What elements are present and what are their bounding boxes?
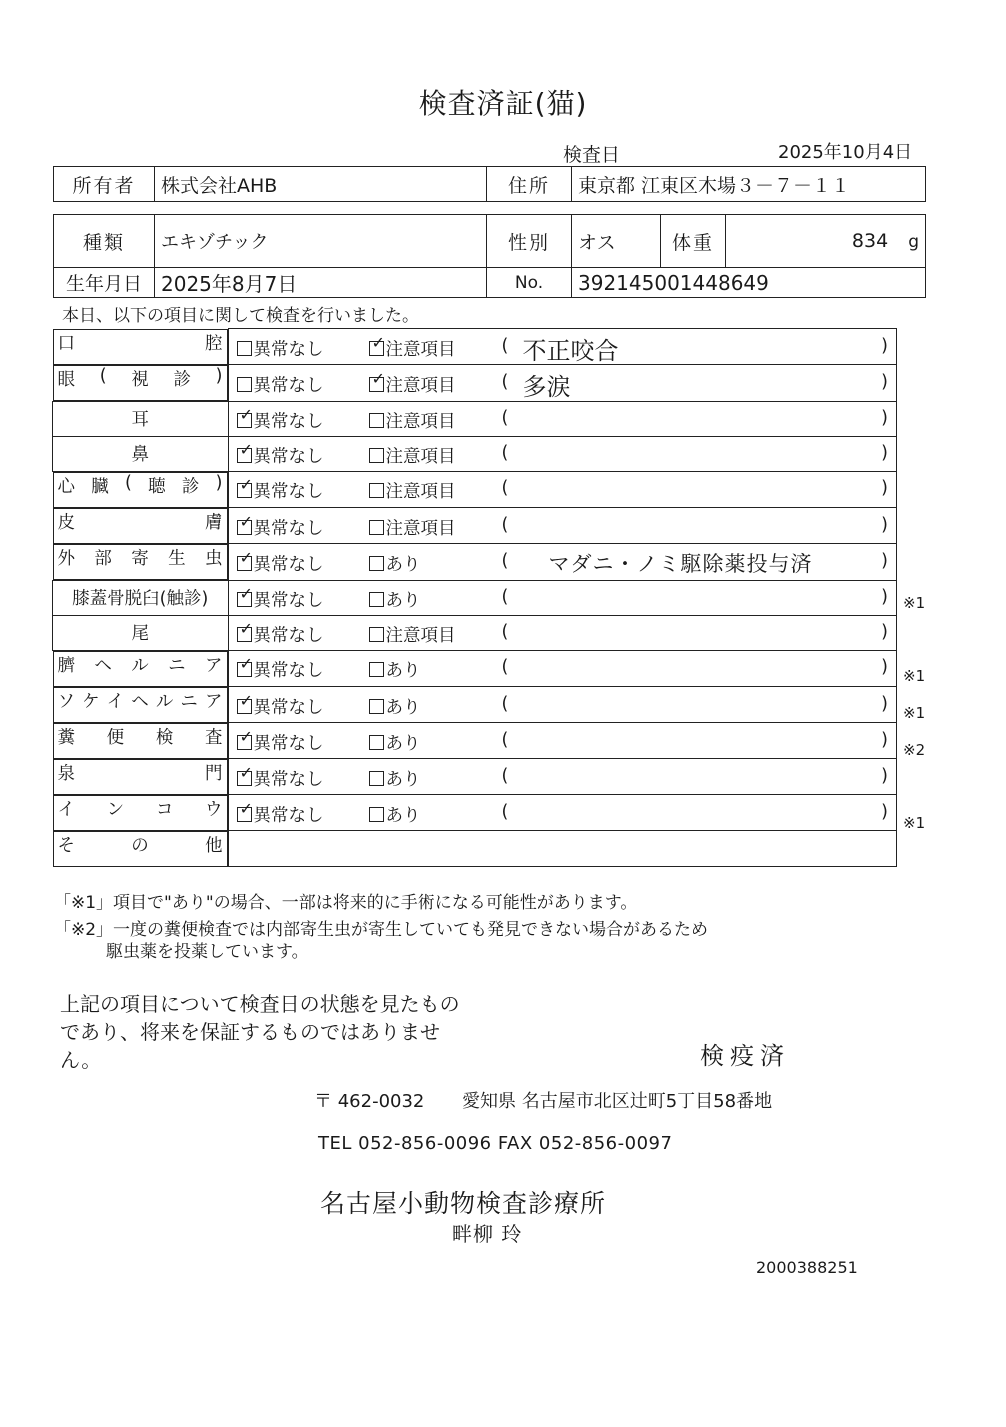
check-row: [53, 508, 897, 544]
checkbox-icon[interactable]: [369, 807, 384, 822]
certificate-title: 検査済証(猫): [418, 87, 588, 120]
check-option[interactable]: [237, 762, 324, 791]
close-paren: ): [881, 514, 888, 535]
check-item-char: 心: [57, 476, 75, 497]
check-item-char: 査: [204, 727, 223, 748]
check-item-char: ニ: [180, 691, 198, 712]
checked-box-icon[interactable]: [237, 690, 253, 714]
check-item-char: 外: [57, 548, 75, 569]
check-item-char: 診: [173, 369, 191, 390]
no-value: 392145001448649: [572, 268, 926, 298]
close-paren: ): [881, 621, 888, 642]
check-row: [53, 329, 897, 365]
checkmark-icon: ✓: [239, 547, 253, 567]
owner-label: 所有者: [54, 167, 155, 202]
checkmark-icon: ✓: [239, 762, 253, 782]
checkmark-icon: ✓: [239, 439, 253, 459]
check-option-label: あり: [385, 733, 421, 754]
birth-label: 生年月日: [54, 268, 155, 298]
other-item: [53, 831, 228, 867]
check-option-label: 注意項目: [385, 375, 456, 396]
check-item-char: 膝蓋骨脱臼(触診): [72, 589, 209, 609]
check-item: [53, 795, 228, 831]
check-option-label: 異常なし: [253, 661, 324, 682]
check-item-char: そ: [57, 835, 75, 856]
check-option-label: 異常なし: [253, 697, 324, 718]
check-item-char: (: [125, 472, 132, 493]
check-item-char: ケ: [82, 691, 100, 712]
weight-cell: [726, 215, 926, 268]
check-item-char: 膚: [205, 512, 223, 533]
close-paren: ): [881, 729, 888, 750]
check-item-char: 臓: [91, 476, 109, 497]
check-option-label: あり: [385, 590, 421, 611]
birth-value: 2025年8月7日: [155, 268, 487, 298]
clinic-name: 名古屋小動物検査診療所: [320, 1189, 607, 1218]
checkmark-icon: ✓: [239, 511, 253, 531]
check-row: [53, 401, 897, 436]
checked-box-icon[interactable]: [237, 404, 253, 428]
no-label: No.: [487, 268, 572, 298]
check-option-label: 異常なし: [253, 446, 324, 467]
checkbox-icon[interactable]: [369, 662, 384, 677]
checkmark-icon: ✓: [239, 618, 253, 638]
exam-date-label: 検査日: [563, 144, 621, 166]
check-option-label: 注意項目: [385, 411, 456, 432]
open-paren: (: [501, 729, 509, 750]
check-row: [53, 580, 897, 615]
check-option[interactable]: [237, 404, 324, 433]
close-paren: ): [881, 765, 888, 786]
check-option[interactable]: [237, 583, 324, 612]
check-option-label: あり: [385, 554, 421, 575]
check-item-char: ソ: [57, 691, 75, 712]
check-option[interactable]: [237, 690, 324, 719]
check-item-char: 腔: [205, 333, 223, 354]
check-option[interactable]: [369, 730, 421, 755]
check-option-label: 異常なし: [253, 805, 324, 826]
check-item: [53, 687, 228, 723]
close-paren: ): [881, 801, 888, 822]
check-options-cell: [228, 401, 897, 436]
check-item-char: イ: [106, 691, 125, 712]
check-options-cell: [228, 759, 897, 795]
address-value: 東京都 江東区木場３－７－１１: [572, 167, 926, 202]
check-option-label: 異常なし: [253, 482, 324, 503]
footnote-mark: ※1: [903, 814, 926, 833]
check-item-char: ヘ: [131, 691, 149, 712]
check-option[interactable]: [237, 726, 324, 755]
clinic-address: 愛知県 名古屋市北区辻町5丁目58番地: [462, 1091, 773, 1112]
check-item-char: の: [131, 835, 149, 856]
check-item-char: 耳: [131, 410, 149, 430]
footnote-2: 「※2」一度の糞便検査では内部寄生虫が寄生していても発見できない場合があるため: [54, 920, 709, 940]
checkbox-icon[interactable]: [369, 413, 384, 428]
check-note: 不正咬合: [522, 336, 619, 365]
check-option[interactable]: [237, 618, 324, 647]
close-paren: ): [881, 371, 888, 392]
sex-value: オス: [572, 215, 661, 268]
check-option-label: あり: [385, 769, 421, 790]
checkbox-icon[interactable]: [369, 627, 384, 642]
check-option[interactable]: [369, 587, 421, 612]
footnote-mark: ※1: [903, 667, 926, 686]
check-item-char: 便: [106, 727, 125, 748]
open-paren: (: [501, 371, 509, 392]
close-paren: ): [881, 550, 888, 571]
check-options-cell: [228, 615, 897, 650]
check-item: [53, 580, 229, 615]
veterinarian-name: 畔柳 玲: [452, 1222, 523, 1246]
checkbox-icon[interactable]: [369, 592, 384, 607]
check-item-char: ン: [106, 799, 125, 820]
check-item-char: コ: [155, 799, 174, 820]
check-row: [53, 795, 897, 831]
weight-unit: g: [908, 232, 919, 252]
check-item-char: ): [215, 365, 223, 386]
close-paren: ): [881, 657, 888, 678]
checked-box-icon[interactable]: [369, 368, 385, 392]
open-paren: (: [501, 478, 509, 499]
check-item-char: 泉: [57, 763, 75, 784]
check-item: [53, 401, 229, 436]
checked-box-icon[interactable]: [237, 583, 253, 607]
sex-label: 性別: [487, 215, 572, 268]
check-option-label: あり: [385, 661, 421, 682]
open-paren: (: [501, 693, 509, 714]
open-paren: (: [501, 657, 509, 678]
check-item-char: ル: [131, 655, 149, 676]
weight-label: 体重: [661, 215, 726, 268]
footnote-mark: ※2: [903, 740, 926, 759]
check-item-char: 尾: [131, 624, 149, 644]
check-option[interactable]: [237, 798, 324, 827]
postal-code: 〒 462-0032: [314, 1091, 425, 1112]
check-row: [53, 759, 897, 795]
checkmark-icon: ✓: [239, 654, 253, 674]
checkmark-icon: ✓: [239, 475, 253, 495]
animal-table: [53, 214, 926, 298]
checks-table: [52, 328, 897, 867]
checkbox-icon[interactable]: [369, 556, 384, 571]
check-note: 多涙: [522, 372, 571, 401]
check-item: [53, 365, 228, 401]
check-item-char: 聴: [148, 476, 166, 497]
check-option-label: 異常なし: [253, 411, 324, 432]
check-option[interactable]: [369, 551, 421, 576]
checkbox-icon[interactable]: [237, 377, 252, 392]
footnote-1: 「※1」項目で"あり"の場合、一部は将来的に手術になる可能性があります。: [54, 893, 638, 913]
check-option-label: 注意項目: [385, 518, 456, 539]
check-option[interactable]: [369, 443, 456, 468]
check-option[interactable]: [237, 547, 324, 576]
owner-value: 株式会社AHB: [155, 167, 487, 202]
checkbox-icon[interactable]: [237, 341, 252, 356]
check-item: [53, 508, 228, 544]
check-option-label: 異常なし: [253, 769, 324, 790]
disclaimer: 上記の項目について検査日の状態を見たものであり、将来を保証するものではありません。: [60, 992, 460, 1072]
check-item-char: ル: [155, 691, 174, 712]
check-option-label: 注意項目: [385, 625, 456, 646]
check-option-label: 異常なし: [253, 339, 324, 360]
open-paren: (: [501, 801, 509, 822]
kind-label: 種類: [54, 215, 155, 268]
exam-date: 2025年10月4日: [778, 142, 913, 163]
open-paren: (: [501, 442, 509, 463]
checkmark-icon: ✓: [371, 332, 385, 352]
check-option[interactable]: [369, 332, 456, 361]
checkmark-icon: ✓: [239, 798, 253, 818]
check-row: [53, 436, 897, 471]
footnote-mark: ※1: [903, 593, 926, 612]
checked-box-icon[interactable]: [237, 654, 253, 677]
check-item-char: ヘ: [94, 655, 112, 676]
check-item-char: ア: [205, 655, 223, 676]
footnote-mark: ※1: [903, 704, 926, 722]
check-options-cell: [228, 723, 897, 759]
checkmark-icon: ✓: [371, 368, 385, 388]
check-item-char: ニ: [168, 655, 186, 676]
check-item-char: 視: [131, 369, 149, 390]
owner-table: [53, 166, 926, 202]
check-option-label: あり: [385, 805, 421, 826]
check-row: [53, 615, 897, 650]
close-paren: ): [881, 335, 888, 356]
open-paren: (: [501, 407, 509, 428]
address-label: 住所: [487, 167, 572, 202]
check-row: [53, 544, 897, 581]
check-option-label: 異常なし: [253, 625, 324, 646]
check-options-cell: [228, 544, 897, 581]
check-option-label: 異常なし: [253, 518, 324, 539]
close-paren: ): [881, 442, 888, 463]
checkmark-icon: ✓: [239, 726, 253, 746]
check-item-char: 診: [181, 476, 200, 497]
check-item: [53, 723, 228, 759]
check-row: [53, 687, 897, 723]
check-options-cell: [228, 795, 897, 831]
close-paren: ): [881, 407, 888, 428]
check-item-char: ): [215, 472, 223, 493]
open-paren: (: [501, 550, 509, 571]
checkbox-icon[interactable]: [369, 483, 384, 498]
check-option[interactable]: [369, 622, 456, 647]
checkbox-icon[interactable]: [369, 448, 384, 463]
check-item: [53, 436, 229, 471]
intro-text: 本日、以下の項目に関して検査を行いました。: [62, 306, 419, 326]
checked-box-icon[interactable]: [237, 798, 253, 822]
check-option[interactable]: [369, 478, 456, 503]
checkmark-icon: ✓: [239, 583, 253, 603]
check-item-char: 口: [57, 333, 75, 354]
open-paren: (: [501, 621, 509, 642]
check-option[interactable]: [237, 511, 324, 540]
check-item-char: 検: [155, 727, 174, 748]
check-option[interactable]: [369, 766, 421, 791]
close-paren: ): [881, 693, 888, 714]
check-item-char: 糞: [57, 727, 75, 748]
check-option-label: 異常なし: [253, 375, 324, 396]
check-item-char: (: [99, 365, 107, 386]
check-options-cell: [228, 365, 897, 402]
check-item-char: 臍: [57, 655, 75, 676]
checkmark-icon: ✓: [239, 404, 253, 424]
check-options-cell: [228, 329, 897, 365]
kind-value: エキゾチック: [155, 215, 487, 268]
check-item-char: 眼: [57, 369, 75, 390]
close-paren: ): [881, 586, 888, 607]
checkbox-icon[interactable]: [369, 735, 384, 750]
check-option[interactable]: [369, 657, 421, 682]
checkmark-icon: ✓: [239, 690, 253, 710]
check-item: [53, 472, 228, 508]
checked-box-icon[interactable]: [369, 332, 385, 356]
check-item-char: ウ: [204, 799, 223, 820]
check-item-char: ア: [204, 691, 223, 712]
inspection-stamp: 検疫済: [700, 1042, 790, 1070]
check-option[interactable]: [369, 515, 456, 540]
other-notes-cell[interactable]: [228, 831, 897, 867]
check-options-cell: [228, 471, 897, 508]
check-item: [53, 615, 229, 650]
check-item-char: 部: [94, 548, 112, 569]
checked-box-icon[interactable]: [237, 762, 253, 786]
clinic-phone-fax: TEL 052-856-0096 FAX 052-856-0097: [318, 1133, 673, 1154]
check-item-char: イ: [57, 799, 75, 820]
check-item-char: 他: [205, 835, 223, 856]
check-item: [53, 759, 228, 795]
serial-number: 2000388251: [756, 1258, 858, 1277]
check-options-cell: [228, 650, 897, 687]
check-item-char: 皮: [57, 512, 75, 533]
check-option-label: 注意項目: [385, 482, 456, 503]
check-option[interactable]: [237, 336, 324, 361]
check-item-char: 虫: [205, 548, 223, 569]
open-paren: (: [501, 335, 509, 356]
check-item: [53, 544, 228, 580]
check-option[interactable]: [237, 439, 324, 468]
check-item: [53, 651, 228, 687]
checkbox-icon[interactable]: [369, 699, 384, 714]
weight-value: 834: [851, 230, 889, 252]
check-row-other: [53, 831, 897, 867]
check-options-cell: [228, 687, 897, 723]
check-option[interactable]: [369, 408, 456, 433]
check-item-char: 門: [205, 763, 223, 784]
checkbox-icon[interactable]: [369, 771, 384, 786]
check-option[interactable]: [369, 368, 456, 397]
check-item-char: 生: [168, 548, 186, 569]
check-option-label: 異常なし: [253, 554, 324, 575]
check-option[interactable]: [237, 475, 324, 503]
check-option-label: 注意項目: [385, 339, 456, 360]
checkbox-icon[interactable]: [369, 520, 384, 535]
check-option[interactable]: [369, 694, 421, 719]
open-paren: (: [501, 765, 509, 786]
check-row: [53, 723, 897, 759]
check-options-cell: [228, 436, 897, 471]
checked-box-icon[interactable]: [237, 547, 253, 571]
check-options-cell: [228, 580, 897, 615]
check-item-char: 寄: [131, 548, 149, 569]
check-option[interactable]: [369, 802, 421, 827]
check-option-label: 異常なし: [253, 733, 324, 754]
check-option-label: あり: [385, 697, 421, 718]
check-item-char: 鼻: [131, 445, 149, 465]
check-row: [53, 365, 897, 402]
checked-box-icon[interactable]: [237, 475, 253, 498]
open-paren: (: [501, 514, 509, 535]
check-row: [53, 471, 897, 508]
checked-box-icon[interactable]: [237, 618, 253, 642]
check-option[interactable]: [237, 654, 324, 682]
check-options-cell: [228, 508, 897, 544]
check-note: マダニ・ノミ駆除薬投与済: [548, 551, 813, 576]
check-option-label: 注意項目: [385, 446, 456, 467]
close-paren: ): [881, 478, 888, 499]
checked-box-icon[interactable]: [237, 511, 253, 535]
check-option[interactable]: [237, 372, 324, 397]
checked-box-icon[interactable]: [237, 439, 253, 463]
check-option-label: 異常なし: [253, 590, 324, 611]
checked-box-icon[interactable]: [237, 726, 253, 750]
check-row: [53, 650, 897, 687]
open-paren: (: [501, 586, 509, 607]
check-item: [53, 329, 228, 365]
footnote-2-cont: 駆虫薬を投薬しています。: [106, 942, 309, 962]
